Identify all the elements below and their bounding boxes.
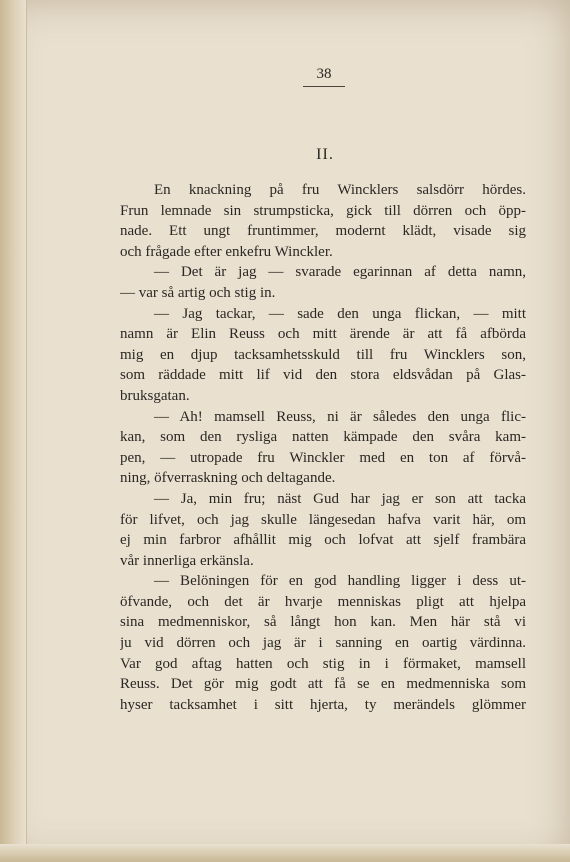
- text-line: ju vid dörren och jag är i sanning en oartig värdinna.: [120, 635, 526, 652]
- text-line: En knackning på fru Wincklers salsdörr hördes.: [154, 182, 526, 198]
- text-line: ej min farbror afhållit mig och lofvat att sjelf frambära: [120, 532, 526, 549]
- text-line: — Jag tackar, — sade den unga flickan, — mitt: [154, 305, 526, 322]
- text-line: mig en djup tacksamhetsskuld till fru Wincklers son,: [120, 346, 526, 363]
- text-line: Reuss. Det gör mig godt att få se en medmenniska som: [120, 676, 526, 693]
- text-line: — Det är jag — svarade egarinnan af detta namn,: [154, 264, 526, 281]
- page-number: 38: [303, 66, 345, 87]
- text-line: namn är Elin Reuss och mitt ärende är att få afbörda: [120, 326, 526, 343]
- text-line: pen, — utropade fru Winckler med en ton af förvå-: [120, 449, 526, 466]
- text-line: ning, öfverraskning och deltagande.: [120, 470, 336, 487]
- text-line: kan, som den rysliga natten kämpade den svåra kam-: [120, 429, 526, 446]
- text-line: sina medmenniskor, så långt hon kan. Men här stå vi: [120, 614, 526, 631]
- text-line: för lifvet, och jag skulle längesedan hafva varit här, om: [120, 511, 526, 528]
- text-line: Frun lemnade sin strumpsticka, gick till dörren och öpp-: [120, 202, 526, 219]
- text-line: — var så artig och stig in.: [120, 284, 276, 301]
- text-line: öfvande, och det är hvarje menniskas pligt att hjelpa: [120, 593, 526, 610]
- text-line: — Belöningen för en god handling ligger i dess ut-: [154, 573, 526, 590]
- text-line: vår innerliga erkänsla.: [120, 552, 254, 569]
- text-line: och frågade efter enkefru Winckler.: [120, 243, 333, 260]
- text-line: — Ja, min fru; näst Gud har jag er son att tacka: [154, 490, 526, 507]
- text-line: hyser tacksamhet i sitt hjerta, ty merändels glömmer: [120, 696, 526, 713]
- page-left-edge: [0, 0, 27, 862]
- text-line: som räddade mitt lif vid den stora eldsvådan på Glas-: [120, 367, 526, 384]
- text-line: — Ah! mamsell Reuss, ni är således den unga flic-: [154, 408, 526, 425]
- text-line: Var god aftag hatten och stig in i förmaket, mamsell: [120, 655, 526, 672]
- text-line: bruksgatan.: [120, 387, 190, 404]
- chapter-heading: II.: [316, 146, 334, 163]
- page-bottom-edge: [0, 844, 570, 862]
- text-line: nade. Ett ungt fruntimmer, modernt klädt, visade sig: [120, 223, 526, 240]
- body-text: [120, 180, 526, 715]
